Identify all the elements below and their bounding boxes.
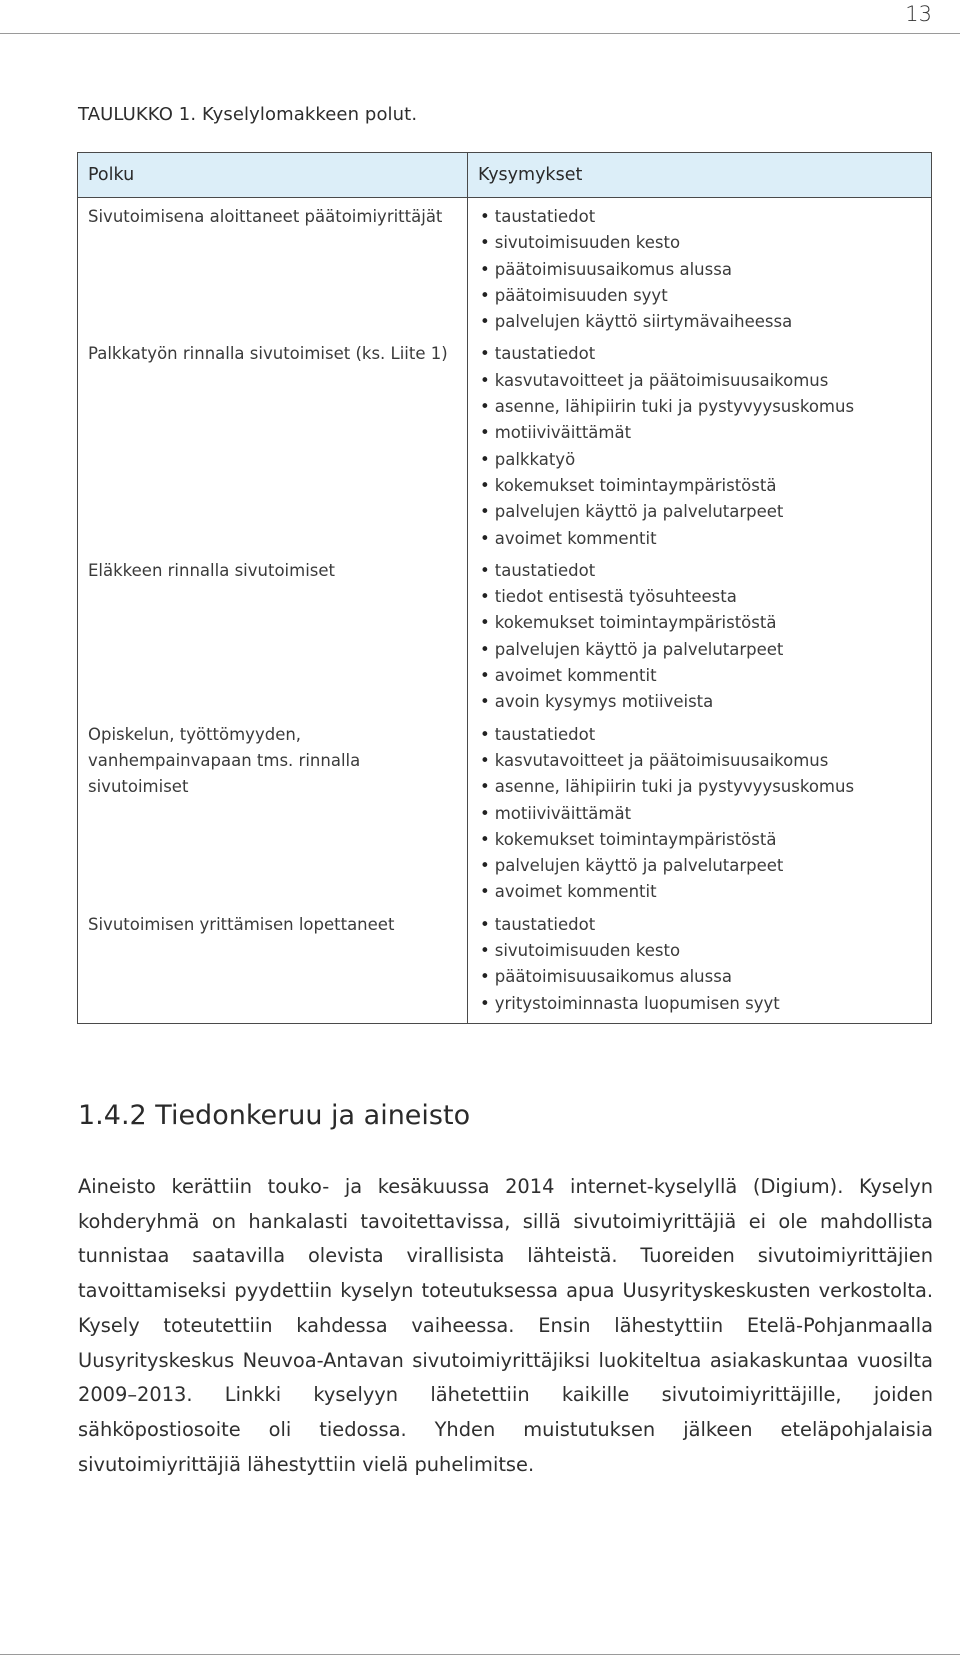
question-item: • taustatiedot — [480, 204, 921, 230]
question-list — [480, 341, 921, 551]
question-item: • asenne, lähipiirin tuki ja pystyvyysuskomus — [480, 394, 921, 420]
question-item: • päätoimisuusaikomus alussa — [480, 964, 921, 990]
table-header-row — [78, 153, 932, 198]
questions-cell — [468, 335, 932, 551]
question-item: • avoimet kommentit — [480, 526, 921, 552]
question-item: • palvelujen käyttö ja palvelutarpeet — [480, 637, 921, 663]
question-item: • taustatiedot — [480, 912, 921, 938]
questions-cell — [468, 552, 932, 716]
table-row — [78, 906, 932, 1024]
question-item: • kasvutavoitteet ja päätoimisuusaikomus — [480, 368, 921, 394]
question-item: • palvelujen käyttö ja palvelutarpeet — [480, 853, 921, 879]
column-header-path: Polku — [78, 153, 468, 198]
path-cell: Sivutoimisena aloittaneet päätoimiyrittäjät — [78, 198, 468, 336]
questions-cell — [468, 906, 932, 1024]
question-item: • kokemukset toimintaympäristöstä — [480, 827, 921, 853]
questions-cell — [468, 198, 932, 336]
table-row — [78, 552, 932, 716]
question-item: • tiedot entisestä työsuhteesta — [480, 584, 921, 610]
table-row — [78, 335, 932, 551]
question-item: • palkkatyö — [480, 447, 921, 473]
question-item: • avoin kysymys motiiveista — [480, 689, 921, 715]
path-cell: Sivutoimisen yrittämisen lopettaneet — [78, 906, 468, 1024]
column-header-questions: Kysymykset — [468, 153, 932, 198]
question-item: • kokemukset toimintaympäristöstä — [480, 473, 921, 499]
body-paragraph: Aineisto kerättiin touko- ja kesäkuussa 2014 internet-kyselyllä (Digium). Kyselyn kohderyhmä on hankalasti tavoitettavissa, sillä sivutoimiyrittäjiä ei ole mahdollista tunnistaa saatavilla olevista virallisista lähteistä. Tuoreiden sivutoimiyrittäjien tavoittamiseksi pyydettiin kyselyn toteutuksessa apua Uusyrityskeskusten verkostolta. Kysely toteutettiin kahdessa vaiheessa. Ensin lähestyttiin Etelä-Pohjanmaalla Uusyrityskeskus Neuvoa-Antavan sivutoimiyrittäjiksi luokiteltua asiakaskuntaa vuosilta 2009–2013. Linkki kyselyyn lähetettiin kaikille sivutoimiyrittäjille, joiden sähköpostiosoite oli tiedossa. Yhden muistutuksen jälkeen eteläpohjalaisia sivutoimiyrittäjiä lähestyttiin vielä puhelimitse. — [78, 1175, 933, 1476]
questions-cell — [468, 716, 932, 906]
question-item: • taustatiedot — [480, 558, 921, 584]
table-row — [78, 716, 932, 906]
header-rule — [0, 33, 960, 34]
question-item: • motiiviväittämät — [480, 420, 921, 446]
question-item: • palvelujen käyttö ja palvelutarpeet — [480, 499, 921, 525]
table-row — [78, 198, 932, 336]
path-cell: Palkkatyön rinnalla sivutoimiset (ks. Liite 1) — [78, 335, 468, 551]
table-caption: TAULUKKO 1. Kyselylomakkeen polut. — [78, 104, 418, 125]
question-item: • kasvutavoitteet ja päätoimisuusaikomus — [480, 748, 921, 774]
section-heading: 1.4.2 Tiedonkeruu ja aineisto — [78, 1100, 471, 1131]
question-item: • taustatiedot — [480, 341, 921, 367]
question-item: • motiiviväittämät — [480, 801, 921, 827]
footer-rule — [0, 1654, 960, 1655]
path-cell: Eläkkeen rinnalla sivutoimiset — [78, 552, 468, 716]
path-cell: Opiskelun, työttömyyden, vanhempainvapaan tms. rinnalla sivutoimiset — [78, 716, 468, 906]
survey-paths-table — [77, 152, 932, 1024]
question-list — [480, 558, 921, 716]
page-number: 13 — [905, 2, 932, 26]
question-item: • päätoimisuuden syyt — [480, 283, 921, 309]
question-item: • avoimet kommentit — [480, 663, 921, 689]
table-body — [78, 198, 932, 1024]
question-item: • taustatiedot — [480, 722, 921, 748]
question-item: • asenne, lähipiirin tuki ja pystyvyysuskomus — [480, 774, 921, 800]
question-item: • avoimet kommentit — [480, 879, 921, 905]
question-item: • päätoimisuusaikomus alussa — [480, 257, 921, 283]
question-item: • yritystoiminnasta luopumisen syyt — [480, 991, 921, 1017]
question-list — [480, 912, 921, 1017]
question-list — [480, 722, 921, 906]
question-item: • sivutoimisuuden kesto — [480, 938, 921, 964]
question-item: • sivutoimisuuden kesto — [480, 230, 921, 256]
question-list — [480, 204, 921, 335]
question-item: • kokemukset toimintaympäristöstä — [480, 610, 921, 636]
question-item: • palvelujen käyttö siirtymävaiheessa — [480, 309, 921, 335]
